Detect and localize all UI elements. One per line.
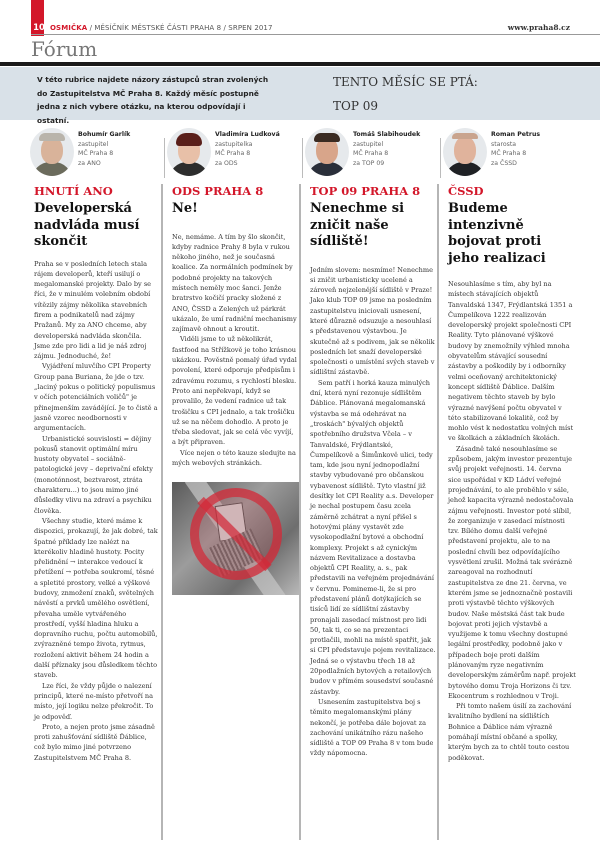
paragraph: Praha se v posledních letech stala rájem developerů, kteří usilují o megalomanské projekty. Dalo by se říci, že v minulém volebním období vítězily zájmy několika stavebních firem a podnikatelů nad zájmy Pražanů. My za ANO chceme, aby developerská nadvláda skončila. Jsme zde pro lidi a lid je náš zdroj zájmu. Jednoduché, že! xyxy=(34,259,152,361)
paragraph: Sem patří i horká kauza minulých dní, která nyní rezonuje sídlištěm Ďáblice. Plánovaná megalomanská výstavba se má odehrávat na „troskách" bývalých objektů spotřebního družstva Včela – v Tanvaldské, Frýdlantské, Čumpelíkově a Šimůnkově ulici, tedy tam, kde jsou nyní jednopodlažní stavby vybudované pro občanskou vybavenost sídliště. Tyto vlastní již desítky let CPI Reality a.s. Developer je nechal postupem času zcela záměrně zchátrat a nyní přišel s hotovými plány vystavět zde vysokopodlažní bytové a obchodní komplexy. Projekt s až cynickým názvem Revitalizace a dostavba objektů CPI Reality, a. s., pak představili na veřejném projednávání v červnu. Pomineme-li, že si pro představení plánů dotýkajících se tisíců lidí ze sídlištní zástavby pronajali zasedací místnost pro lidi 50, tak ti, co se na prezentaci protlačili, mohli na místě spatřit, jak si CPI představuje pojem revitalizace. Jedná se o výstavbu třech 18 až 20podlažních bytových a retailových budov v přímém sousedství současné zástavby. xyxy=(310,378,436,696)
article-body xyxy=(34,259,158,764)
profile-party: za ANO xyxy=(78,159,101,167)
paragraph: Usnesením zastupitelstva boj s těmito megalomanskými plány nekončí, je potřeba dále bojovat za zachování unikátního rázu našeho sídliště a TOP 09 Praha 8 v tom bude vždy nápomocna. xyxy=(310,697,434,758)
paragraph: Při tomto našem úsilí za zachování kvalitního bydlení na sídlištích Bohnice a Ďáblice nám výrazně pomáhají místní občané a spolky, kterým bych za to chtěl touto cestou poděkovat. xyxy=(448,702,572,762)
article-headline: Ne! xyxy=(172,201,198,216)
profile-district: MČ Praha 8 xyxy=(353,150,389,157)
profile-district: MČ Praha 8 xyxy=(78,150,114,157)
avatar xyxy=(167,128,211,176)
article-body xyxy=(172,232,298,469)
article-headline: Nenechme si zničit naše sídliště! xyxy=(310,201,405,249)
profile-divider xyxy=(302,138,303,178)
party-label: HNUTÍ ANO xyxy=(34,184,113,198)
profile-district: MČ Praha 8 xyxy=(215,150,251,157)
profile-role: zastupitel xyxy=(353,140,384,148)
article-top09 xyxy=(310,184,436,759)
section-title: Fórum xyxy=(31,37,98,61)
profile-party: za TOP 09 xyxy=(353,159,385,167)
column-divider xyxy=(437,184,439,840)
profile-divider xyxy=(164,138,165,178)
profile-district: MČ Praha 8 xyxy=(491,150,527,157)
question-label: TENTO MĚSÍC SE PTÁ: xyxy=(333,75,478,89)
profile-name: Vladimíra Ludková xyxy=(215,131,280,138)
section-divider xyxy=(0,62,600,66)
publication-info: / MĚSÍČNÍK MĚSTSKÉ ČÁSTI PRAHA 8 / SRPEN 2017 xyxy=(87,24,273,32)
paragraph: Nesouhlasíme s tím, aby byl na místech stávajících objektů Tanvaldská 1347, Frýdlantská 1351 a Čumpelíkova 1222 realizován developerský projekt společnosti CPI Reality. Tyto plánované výškové budovy by znemožnily výhled mnoha obyvatelům stávající sousední zástavby a poškodily by i odborníky velmi oceňovaný architektonický koncept sídliště Ďáblice. Dalším negativem těchto staveb by bylo výrazné navýšení počtu obyvatel v této stabilizované lokalitě, což by mohlo vést k nedostatku volných míst ve školkách a základních školách. xyxy=(448,280,574,443)
no-development-photo xyxy=(172,482,299,595)
author-profiles xyxy=(0,124,600,180)
party-label: TOP 09 PRAHA 8 xyxy=(310,184,421,198)
paragraph: Zásadně také nesouhlasíme se způsobem, jakým investor prezentuje svůj projekt veřejnosti. 14. června sice uspořádal v KD Ládví veřejné projednávání, to ale proběhlo v sále, jehož kapacita výrazně nedostačovala zájmu veřejnosti. Investor poté slíbil, že zorganizuje v zasedací místnosti tzv. Bílého domu další veřejné představení projektu, ale to na poslední chvíli bez odpovídajícího vysvětlení zrušil. Možná tak svérázně zareagoval na rozhodnutí zastupitelstva ze dne 21. června, ve kterém jsme se jednoznačně postavili proti výstavbě těchto výškových budov. Naše městská část tak bude bojovat proti jejich výstavbě a využijeme k tomu všechny dostupné legální prostředky, podobně jako v případech boje proti dalším plánovaným ryze negativním developerským záměrům např. projekt bytového domu Troja Horizons či tzv. Ekocentrum s rozhlednou v Troji. xyxy=(448,444,576,700)
profile-role: zastupitel xyxy=(78,140,109,148)
party-label: ČSSD xyxy=(448,184,484,198)
article-body xyxy=(310,265,436,759)
paragraph: Lze říci, že vždy půjde o nalezení principů, které ne-místo přetvoří na místo, její logiku nelze překročit. To je odpověď. xyxy=(34,681,154,721)
paragraph: Více nejen o této kauze sledujte na mých webových stránkách. xyxy=(172,448,296,468)
party-label: ODS PRAHA 8 xyxy=(172,184,264,198)
article-headline: Budeme intenzivně bojovat proti jeho realizaci xyxy=(448,201,546,266)
profile-name: Roman Petrus xyxy=(491,131,541,138)
article-headline: Developerská nadvláda musí skončit xyxy=(34,201,140,249)
column-divider xyxy=(299,184,301,840)
paragraph: Ne, nemáme. A tím by šlo skončit, kdyby radnice Prahy 8 byla v rukou někoho jiného, než je současná koalice. Za normálních podmínek by podobné projekty na takových místech neměly moc šanci. Jenže bratrstvo kočičí pracky složené z ANO, ČSSD a Zelených už párkrát ukázalo, že umí radniční mechanismy zajímavě ohnout a kroutit. xyxy=(172,232,297,334)
profile-name: Tomáš Slabihoudek xyxy=(353,131,421,138)
question-party: TOP 09 xyxy=(333,99,378,113)
avatar xyxy=(443,128,487,176)
paragraph: Urbanistické souvislosti = dějiny pokusů stanovit optimální míru hustoty obyvatel – sociálně-patologické jevy – deprivační efekty (monotónnost, beztvarost, ztráta charakteru...) to jsou mimo jiné důsledky vlivu na zdraví a psychiku člověka. xyxy=(34,434,153,515)
article-cssd xyxy=(448,184,576,763)
paragraph: Viděli jsme to už několikrát, fastfood na Střížkově je toho krásnou ukázkou. Pověstně pomalý úřad vydal povolení, které odporuje předpisům i zdravému rozumu, s rychlostí blesku. Proto ani nepřekvapí, když se provalilo, že vedení radnice už tak trošičku s CPI jednalo, a tak trošičku už se na něčem dohodlo. A proto je třeba sledovat, jak se celá věc vyvíjí, a být připraven. xyxy=(172,335,297,447)
column-divider xyxy=(161,184,163,840)
profile-role: starosta xyxy=(491,140,517,148)
profile-name: Bohumír Garlík xyxy=(78,131,131,138)
avatar xyxy=(305,128,349,176)
brand-name: OSMIČKA xyxy=(50,24,88,32)
publication-line xyxy=(50,23,273,34)
profile-divider xyxy=(440,138,441,178)
paragraph: Všechny studie, které máme k dispozici, prokazují, že jak dobré, tak špatné příklady lze nalézt na kterékoliv hladině hustoty. Pocity přelidnění → interakce vedoucí k přetížení → potřeba soukromí, těsné a spletité prostory, velké a výškové budovy, znmožení znaků, světelných návěstí a prvků umělého osvětlení, převaha uměle vytvářeného prostředí, vyšší hladina hluku a dopravního ruchu, počtu automobilů, zvýrazněné tempo života, rytmus, rozložení aktivit během 24 hodin a další příznaky jsou důsledkem těchto staveb. xyxy=(34,516,158,680)
paragraph: Vyjádření mluvčího CPI Property Group pana Buriana, že jde o tzv. „laciný pokus o politický populismus v očích potenciálních voličů" je přinejmenším zavádějící. Je to čistě a jasně vzorec neodbornosti v argumentacích. xyxy=(34,362,158,433)
avatar xyxy=(30,128,74,176)
article-ano xyxy=(34,184,158,763)
paragraph: Proto, a nejen proto jsme zásadně proti zahušťování sídliště Ďáblice, což bylo mimo jiné potvrzeno Zastupitelstvem MČ Praha 8. xyxy=(34,722,155,762)
article-ods xyxy=(172,184,298,595)
website-link[interactable]: www.praha8.cz xyxy=(507,23,570,32)
article-body xyxy=(448,279,576,763)
profile-party: za ČSSD xyxy=(491,159,517,167)
header-divider xyxy=(31,34,600,35)
intro-text: V této rubrice najdete názory zástupců stran zvolených do Zastupitelstva MČ Praha 8. Každý měsíc postupně jedna z nich vybere otázku, na kterou odpovídají i ostatní. xyxy=(37,75,269,125)
page-number: 10 xyxy=(33,23,45,33)
paragraph: Jedním slovem: nesmíme! Nenechme si zničit urbanisticky ucelené a zároveň nejzelenější sídliště v Praze! Jako klub TOP 09 jsme na posledním zastupitelstvu iniciovali usnesení, které důrazně odsuzuje a nesouhlasí s představenou výstavbou. Je skutečně až s podivem, jak se několik posledních let snaží developerské společnosti o umístění svých staveb v sídlištní zástavbě. xyxy=(310,265,435,377)
profile-role: zastupitelka xyxy=(215,140,253,148)
profile-party: za ODS xyxy=(215,159,238,167)
page-header xyxy=(0,0,600,36)
